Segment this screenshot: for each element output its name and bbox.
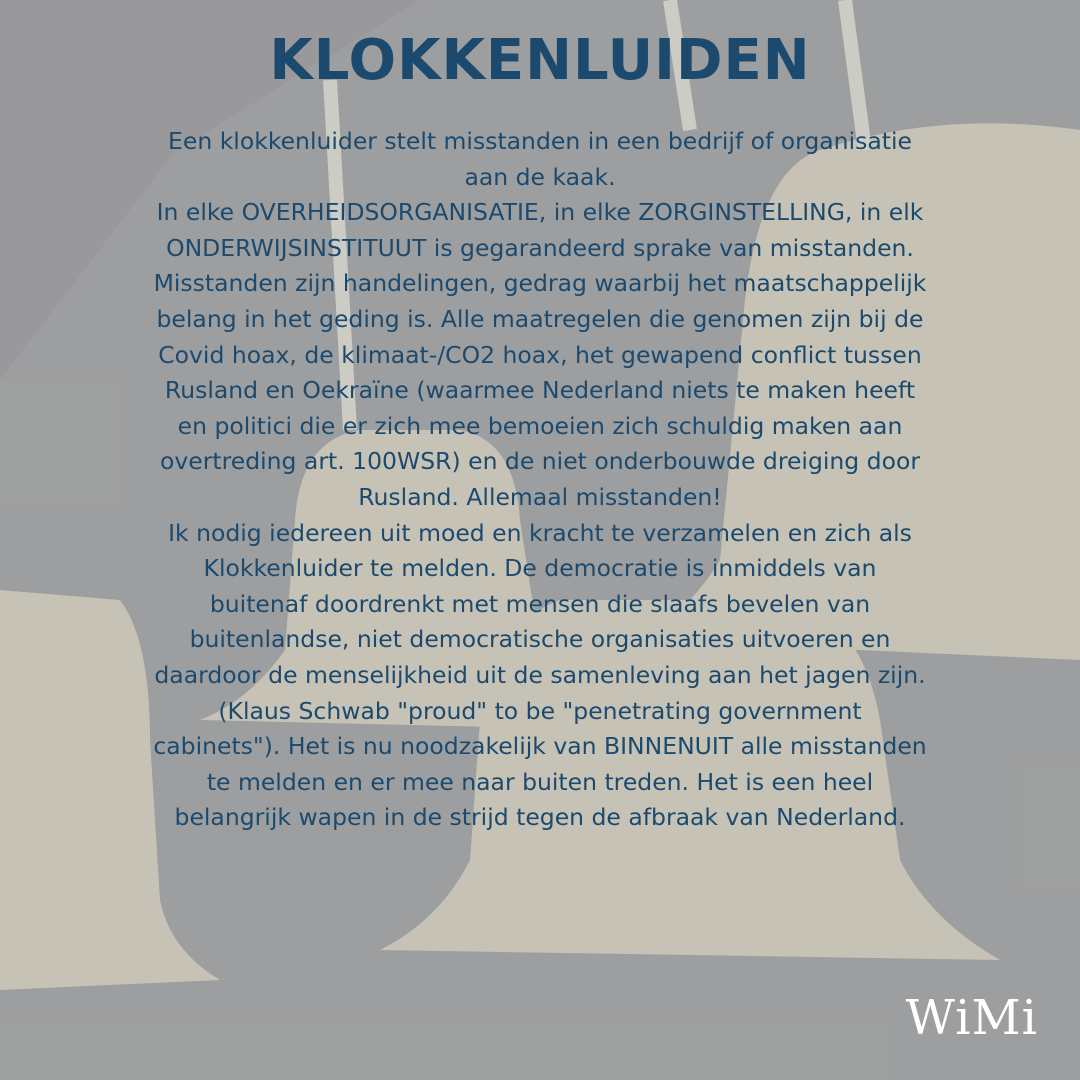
text-line: daardoor de menselijkheid uit de samenleving aan het jagen zijn. xyxy=(154,660,926,689)
text-line: belang in het geding is. Alle maatregelen die genomen zijn bij de xyxy=(156,304,924,333)
text-line: Rusland. Allemaal misstanden! xyxy=(358,482,722,511)
text-line: Ik nodig iedereen uit moed en kracht te verzamelen en zich als xyxy=(168,518,912,547)
text-line: Misstanden zijn handelingen, gedrag waarbij het maatschappelijk xyxy=(153,269,927,298)
text-line: buitenaf doordrenkt met mensen die slaafs bevelen van xyxy=(209,589,871,618)
text-line: (Klaus Schwab "proud" to be "penetrating government xyxy=(218,696,862,725)
text-line: cabinets"). Het is nu noodzakelijk van BINNENUIT alle misstanden xyxy=(153,732,927,761)
text-line: In elke OVERHEIDSORGANISATIE, in elke ZORGINSTELLING, in elk xyxy=(156,198,924,227)
text-line: aan de kaak. xyxy=(464,162,616,191)
text-line: Een klokkenluider stelt misstanden in een bedrijf of organisatie xyxy=(168,127,912,155)
text-line: buitenlandse, niet democratische organisaties uitvoeren en xyxy=(189,625,891,654)
text-line: overtreding art. 100WSR) en de niet onderbouwde dreiging door xyxy=(159,447,921,476)
page-title: KLOKKENLUIDEN xyxy=(269,28,811,93)
text-line: en politici die er zich mee bemoeien zich schuldig maken aan xyxy=(177,411,903,440)
wimi-logo: WiMi xyxy=(905,990,1038,1046)
text-line: te melden en er mee naar buiten treden. Het is een heel xyxy=(206,767,874,796)
text-line: belangrijk wapen in de strijd tegen de afbraak van Nederland. xyxy=(174,803,906,832)
body-text xyxy=(20,124,1060,836)
text-line: Rusland en Oekraïne (waarmee Nederland niets te maken heeft xyxy=(164,376,916,405)
text-line: Covid hoax, de klimaat-/CO2 hoax, het gewapend conflict tussen xyxy=(158,340,922,369)
text-line: Klokkenluider te melden. De democratie is inmiddels van xyxy=(203,554,877,583)
text-line: ONDERWIJSINSTITUUT is gegarandeerd sprake van misstanden. xyxy=(166,233,914,262)
